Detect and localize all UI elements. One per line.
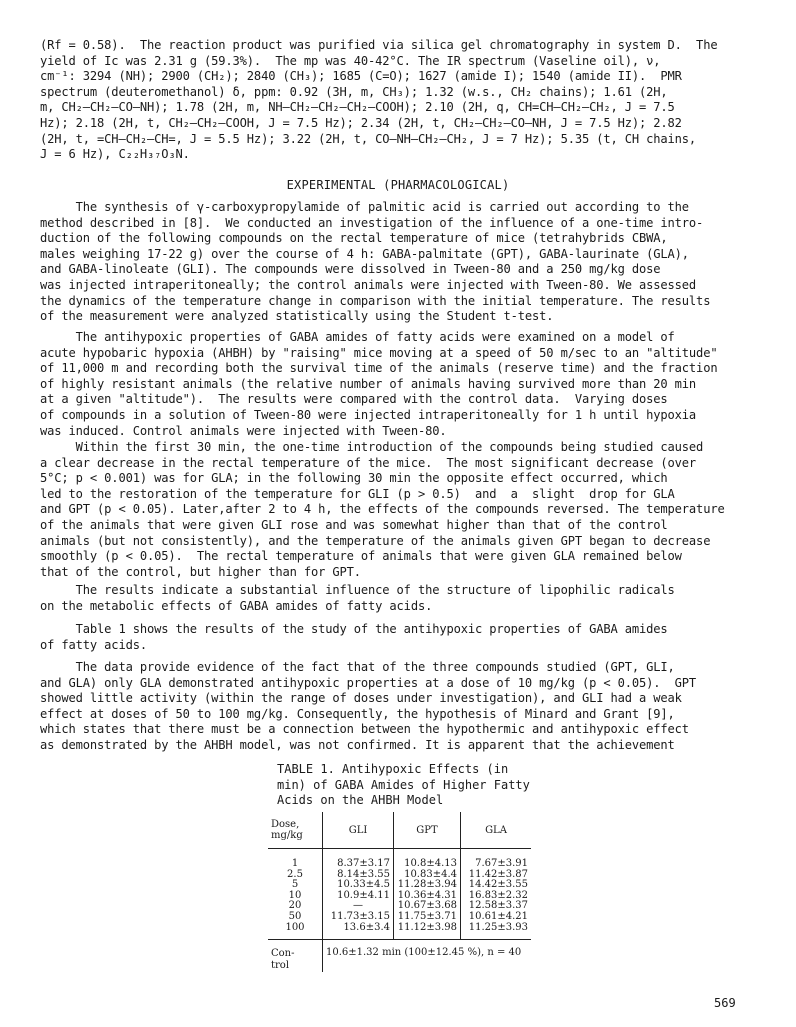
gla-cell: 12.58±3.37 (468, 900, 528, 912)
gli-cell: 8.14±3.55 (323, 870, 394, 881)
dose-cell: 5 (268, 880, 323, 891)
gla-cell: 7.67±3.91 (475, 858, 528, 869)
control-row (268, 940, 531, 973)
gli-cell: 10.33±4.5 (323, 880, 394, 891)
gli-cell: — (323, 901, 394, 912)
paragraph-method: The synthesis of γ-carboxypropylamide of palmitic acid is carried out according to the method described in [8]. We conducted an investigation of the influence of a one-time intro- duction of the following compounds on the rectal temperature of mice (tetrahybrids CBWA, males weighing 17-22 g) over the course of 4 h: GABA-palmitate (GPT), GABA-laurinate (GLA), and GABA-linoleate (GLI). The compounds were dissolved in Tween-80 and a 250 mg/kg dose was injected intraperitoneally; the control animals were injected with Tween-80. We assessed the dynamics of the temperature change in comparison with the initial temperature. The results of the measurement were analyzed statistically using the Student t-test. (40, 200, 711, 324)
header-gla: GLA (461, 812, 532, 849)
gla-cell: 14.42±3.55 (468, 879, 528, 891)
antihypoxic-table (268, 812, 531, 972)
dose-cell: 50 (268, 912, 323, 923)
dose-cell: 2.5 (268, 870, 323, 881)
gli-cell: 8.37±3.17 (323, 849, 394, 870)
page-number: 569 (714, 996, 736, 1010)
gla-cell: 10.61±4.21 (468, 910, 528, 922)
gpt-cell: 11.12±3.98 (394, 923, 461, 940)
section-heading: EXPERIMENTAL (PHARMACOLOGICAL) (286, 178, 510, 192)
paragraph-antihypoxic-model: The antihypoxic properties of GABA amides of fatty acids were examined on a model of acute hypobaric hypoxia (AHBH) by "raising" mice moving at a speed of 50 m/sec to an "altitude" of 11,000 m and recording both the survival time of the animals (reserve time) and the fraction of highly resistant animals (the relative number of animals having survived more than 20 min at a given "altitude"). The results were compared with the control data. Varying doses of compounds in a solution of Tween-80 were injected intraperitoneally for 1 h until hypoxia was induced. Control animals were injected with Tween-80. (40, 330, 718, 438)
gla-cell: 11.25±3.93 (461, 923, 532, 940)
paragraph-structure-influence: The results indicate a substantial influence of the structure of lipophilic radicals on the metabolic effects of GABA amides of fatty acids. (40, 583, 675, 613)
control-value: 10.6±1.32 min (100±12.45 %), n = 40 (326, 947, 522, 959)
header-dose: Dose, mg/kg (268, 812, 323, 849)
header-gli: GLI (323, 812, 394, 849)
paragraph-temperature-results: Within the first 30 min, the one-time introduction of the compounds being studied caused a clear decrease in the rectal temperature of the mice. The most significant decrease (over 5°C; p < 0.001) was for GLA; in the following 30 min the opposite effect occurred, which led to the restoration of the temperature for GLI (p > 0.5) and a slight drop for GLA and GPT (p < 0.05). Later,after 2 to 4 h, the effects of the compounds reversed. The temperature of the animals that were given GLI rose and was somewhat higher than that of the control animals (but not consistently), and the temperature of the animals given GPT began to decrease smoothly (p < 0.05). The rectal temperature of animals that were given GLA remained below that of the control, but higher than for GPT. (40, 440, 725, 579)
gpt-cell: 10.83±4.4 (394, 870, 461, 881)
dose-cell: 1 (268, 849, 323, 870)
paragraph-synthesis-product: (Rf = 0.58). The reaction product was purified via silica gel chromatography in system D. The yield of Ic was 2.31 g (59.3%). The mp was 40-42°C. The IR spectrum (Vaseline oil), ν, cm⁻¹: 3294 (NH); 2900 (CH₂); 2840 (CH₃); 1685 (C=O); 1627 (amide I); 1540 (amide II). PMR spectrum (deuteromethanol) δ, ppm: 0.92 (3H, m, CH₃); 1.32 (w.s., CH₂ chains); 1.61 (2H, m, CH₂–CH₂–CO–NH); 1.78 (2H, m, NH–CH₂–CH₂–CH₂–COOH); 2.10 (2H, q, CH=CH–CH₂–CH₂, J = 7.5 Hz); 2.18 (2H, t, CH₂–CH₂–COOH, J = 7.5 Hz); 2.34 (2H, t, CH₂–CH₂–CO–NH, J = 7.5 Hz); 2.82 (2H, t, =CH–CH₂–CH=, J = 5.5 Hz); 3.22 (2H, t, CO–NH–CH₂–CH₂, J = 7 Hz); 5.35 (t, CH chains, J = 6 Hz), C₂₂H₃₇O₃N. (40, 38, 718, 162)
paragraph-conclusions: The data provide evidence of the fact that of the three compounds studied (GPT, GLI, and GLA) only GLA demonstrated antihypoxic properties at a dose of 10 mg/kg (p < 0.05). GPT showed little activity (within the range of doses under investigation), and GLI had a weak effect at doses of 50 to 100 mg/kg. Consequently, the hypothesis of Minard and Grant [9], which states that there must be a connection between the hypothermic and antihypoxic effect as demonstrated by the AHBH model, was not confirmed. It is apparent that the achievement (40, 660, 697, 752)
table-row (268, 849, 531, 870)
control-label: Con- trol (268, 940, 323, 973)
gla-cell: 11.42±3.87 (468, 868, 528, 880)
paragraph-table-reference: Table 1 shows the results of the study of the antihypoxic properties of GABA amides of fatty acids. (40, 622, 668, 652)
dose-cell: 100 (268, 923, 323, 940)
gli-cell: 13.6±3.4 (323, 923, 394, 940)
gla-cell: 16.83±2.32 (468, 889, 528, 901)
table-row (268, 912, 531, 923)
gpt-cell: 10.67±3.68 (394, 901, 461, 912)
gpt-cell: 11.75±3.71 (394, 912, 461, 923)
table-row (268, 923, 531, 940)
gpt-cell: 10.36±4.31 (394, 891, 461, 902)
gpt-cell: 11.28±3.94 (394, 880, 461, 891)
table-caption: TABLE 1. Antihypoxic Effects (in min) of GABA Amides of Higher Fatty Acids on the AHBH Model (277, 762, 530, 807)
gli-cell: 11.73±3.15 (323, 912, 394, 923)
gpt-cell: 10.8±4.13 (394, 849, 461, 870)
header-gpt: GPT (394, 812, 461, 849)
dose-cell: 10 (268, 891, 323, 902)
gli-cell: 10.9±4.11 (323, 891, 394, 902)
dose-cell: 20 (268, 901, 323, 912)
